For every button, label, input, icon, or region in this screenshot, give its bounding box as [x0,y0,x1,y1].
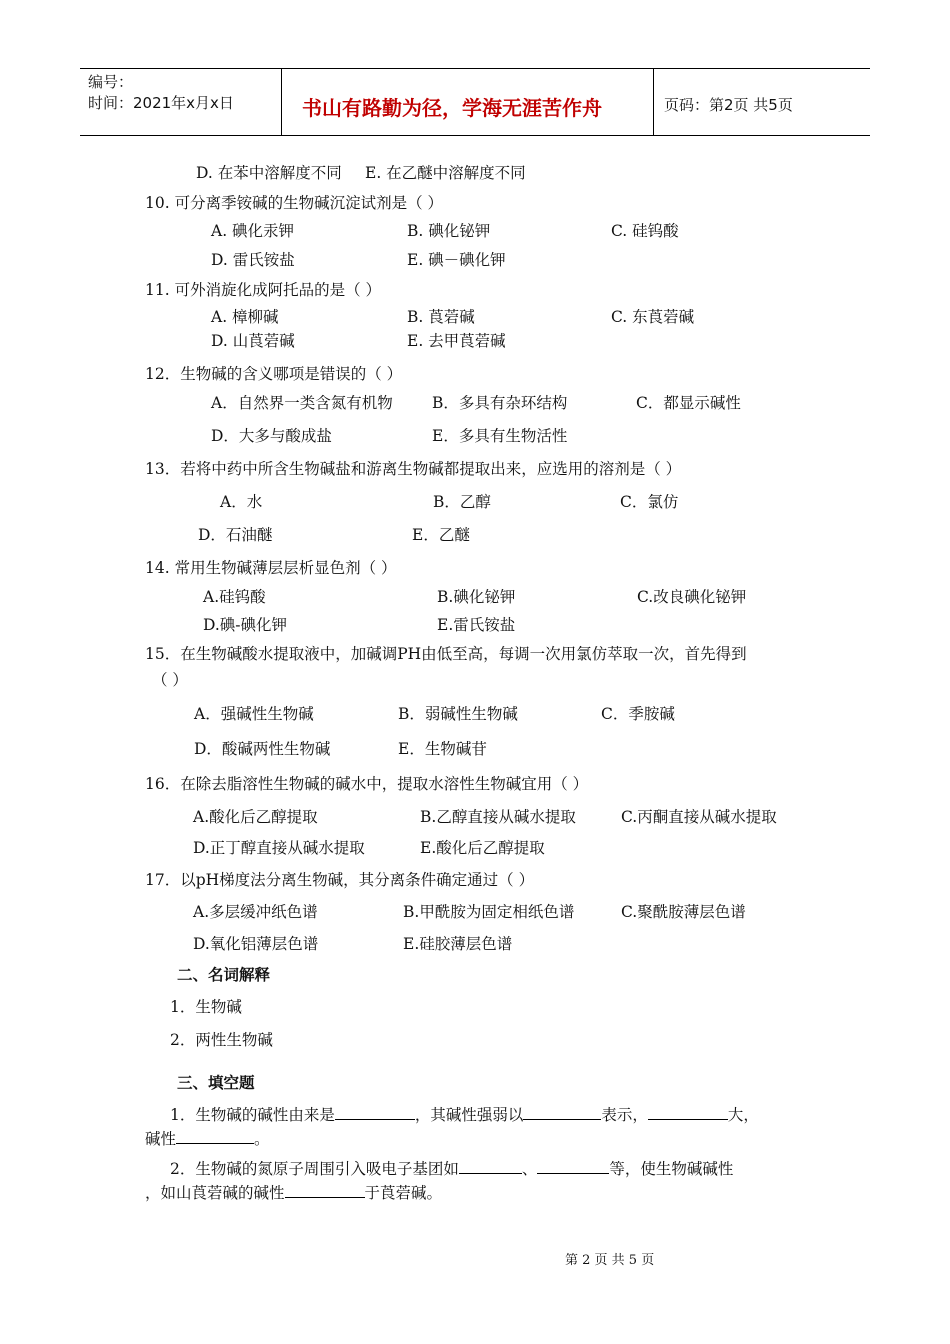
option-b: B. 碘化铋钾 [407,222,491,240]
option-b: B．多具有杂环结构 [432,394,568,412]
option-a: A.硅钨酸 [203,588,266,606]
term-item: 2．两性生物碱 [170,1031,273,1049]
option-c: C.聚酰胺薄层色谱 [621,903,746,921]
question-stem: 17．以pH梯度法分离生物碱，其分离条件确定通过（ ） [145,871,535,889]
option-e: E.硅胶薄层色谱 [403,935,513,953]
fill-blank-line: ，如山莨菪碱的碱性 于莨菪碱。 [145,1181,442,1203]
option-e: E．生物碱苷 [398,740,487,758]
header-bottom-rule [80,135,870,136]
option-b: B.碘化铋钾 [437,588,516,606]
option-a: A．强碱性生物碱 [194,705,314,723]
question-stem: 10. 可分离季铵碱的生物碱沉淀试剂是（ ） [145,194,444,212]
option-d: D.正丁醇直接从碱水提取 [193,839,365,857]
option-a: A.酸化后乙醇提取 [193,808,318,826]
answer-blank[interactable] [537,1157,609,1174]
term-item: 1．生物碱 [170,998,242,1016]
option-e: E. 碘－碘化钾 [407,251,506,269]
header-time-label: 时间：2021年x月x日 [88,94,234,112]
option-b: B．弱碱性生物碱 [398,705,518,723]
question-stem: 14. 常用生物碱薄层层析显色剂（ ） [145,559,397,577]
option-c: C. 东莨菪碱 [611,308,695,326]
option-c: C．氯仿 [620,493,679,511]
header-top-rule [80,68,870,69]
option-e: E. 去甲莨菪碱 [407,332,506,350]
option-b: B．乙醇 [433,493,491,511]
option-d: D. 在苯中溶解度不同 [196,164,342,182]
fill-blank-line: 2．生物碱的氮原子周围引入吸电子基团如 、 等，使生物碱碱性 [170,1157,733,1179]
header-page-info: 页码：第2页 共5页 [664,96,793,114]
question-stem: 16．在除去脂溶性生物碱的碱水中，提取水溶性生物碱宜用（ ） [145,775,589,793]
option-d: D．大多与酸成盐 [211,427,332,445]
option-e: E．多具有生物活性 [432,427,568,445]
option-e: E．乙醚 [412,526,470,544]
answer-blank[interactable] [648,1103,728,1120]
option-c: C.改良碘化铋钾 [637,588,747,606]
option-a: A. 碘化汞钾 [211,222,295,240]
option-d: D.碘-碘化钾 [203,616,288,634]
question-stem: 12．生物碱的含义哪项是错误的（ ） [145,365,403,383]
option-b: B. 莨菪碱 [407,308,475,326]
question-stem: 15．在生物碱酸水提取液中，加碱调PH由低至高，每调一次用氯仿萃取一次，首先得到 [145,645,747,663]
option-e: E. 在乙醚中溶解度不同 [365,164,526,182]
answer-blank[interactable] [523,1103,601,1120]
header-motto: 书山有路勤为径，学海无涯苦作舟 [302,96,602,120]
option-a: A．水 [220,493,263,511]
answer-blank[interactable] [176,1127,254,1144]
option-d: D．酸碱两性生物碱 [194,740,331,758]
header-divider [653,68,654,136]
question-stem: 13．若将中药中所含生物碱盐和游离生物碱都提取出来，应选用的溶剂是（ ） [145,460,682,478]
option-c: C．都显示碱性 [636,394,741,412]
question-stem: 11. 可外消旋化成阿托品的是（ ） [145,281,382,299]
fill-blank-line: 碱性 。 [145,1127,270,1149]
option-c: C. 硅钨酸 [611,222,679,240]
option-a: A. 樟柳碱 [211,308,279,326]
option-a: A．自然界一类含氮有机物 [211,394,393,412]
fill-blank-line: 1．生物碱的碱性由来是 ，其碱性强弱以 表示， 大， [170,1103,759,1125]
option-d: D. 雷氏铵盐 [211,251,295,269]
option-d: D.氧化铝薄层色谱 [193,935,319,953]
option-c: C.丙酮直接从碱水提取 [621,808,777,826]
answer-blank[interactable] [285,1181,365,1198]
answer-blank[interactable] [459,1157,522,1174]
option-e: E.酸化后乙醇提取 [420,839,545,857]
header-number-label: 编号： [88,73,134,91]
page-footer: 第 2 页 共 5 页 [565,1253,655,1268]
option-e: E.雷氏铵盐 [437,616,516,634]
option-a: A.多层缓冲纸色谱 [193,903,318,921]
header-divider [281,68,282,136]
option-d: D．石油醚 [198,526,273,544]
option-b: B.甲酰胺为固定相纸色谱 [403,903,575,921]
section-title: 二、名词解释 [177,966,271,984]
answer-blank[interactable] [335,1103,415,1120]
section-title: 三、填空题 [177,1074,255,1092]
question-stem-continuation: （ ） [152,671,188,689]
option-c: C．季胺碱 [601,705,675,723]
option-d: D. 山莨菪碱 [211,332,295,350]
option-b: B.乙醇直接从碱水提取 [420,808,576,826]
